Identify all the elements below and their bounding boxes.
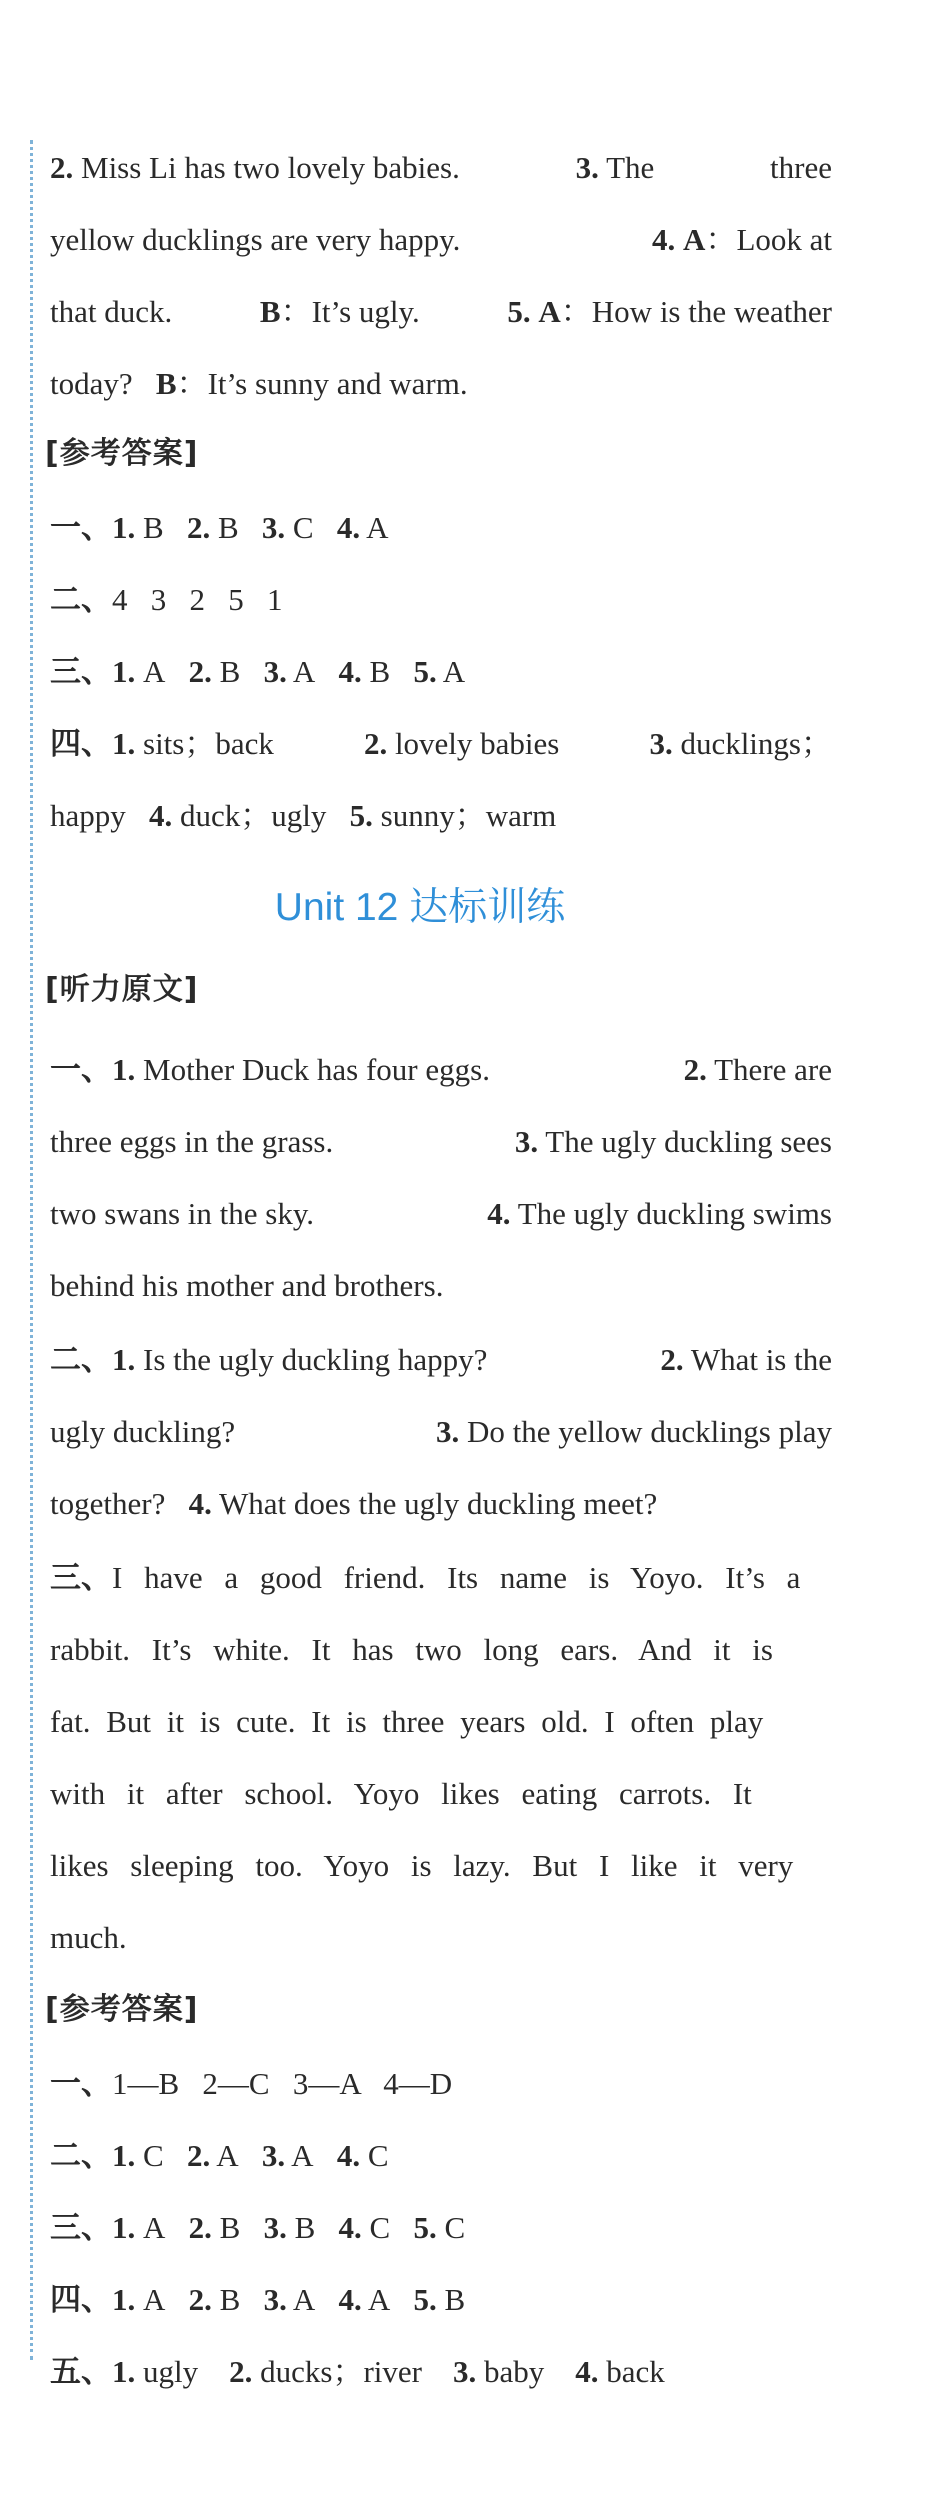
item-number: 5. (507, 294, 531, 329)
speaker: A (538, 294, 561, 329)
listen-p2-line-1 (50, 1340, 832, 1380)
listen-p3-line-4: with it after school. Yoyo likes eating carrots. It (50, 1776, 752, 1811)
answer2-row-1 (50, 2064, 832, 2104)
item-number: 2. (50, 150, 74, 185)
item-number: 1. (112, 726, 136, 761)
item-number: 4. (338, 2210, 362, 2245)
top-line-1 (50, 148, 832, 188)
answer: B (294, 2210, 316, 2245)
sentence: What is the (690, 1342, 832, 1377)
listen-p2-line-2 (50, 1412, 832, 1452)
item-number: 2. (229, 2354, 253, 2389)
answer: 1—B 2—C 3—A 4—D (112, 2066, 453, 2101)
answer-row-1 (50, 508, 832, 548)
item-number: 1. (112, 1052, 136, 1087)
answer: B (143, 510, 164, 545)
item-number: 3. (514, 1124, 539, 1159)
item-number: 4. (336, 2138, 361, 2173)
section-prefix: 一、 (50, 2066, 112, 2102)
answer: B (444, 2282, 466, 2317)
item-number: 3. (452, 2354, 477, 2389)
answer: happy (50, 798, 126, 833)
answer: C (292, 510, 314, 545)
answer: ducks；river (260, 2354, 422, 2389)
answer: ducklings； (680, 726, 832, 761)
answer: lovely babies (394, 726, 560, 761)
answer: A (143, 654, 166, 689)
item-number: 4. (149, 798, 173, 833)
item-number: 5. (413, 2210, 437, 2245)
item-number: 3. (649, 726, 673, 761)
top-line-3 (50, 292, 832, 332)
sentence: that duck. (50, 294, 173, 329)
sentence: It’s ugly. (311, 294, 420, 329)
sentence: together? (50, 1486, 166, 1521)
answer2-row-5 (50, 2352, 832, 2392)
item-number: 2. (186, 510, 211, 545)
item-number: 1. (112, 2210, 136, 2245)
answer: ugly (143, 2354, 199, 2389)
answer: C (367, 2138, 389, 2173)
answer2-row-4 (50, 2280, 832, 2320)
answer: A (442, 654, 466, 689)
section-prefix: 三、 (50, 1560, 112, 1596)
answer-row-5 (50, 796, 832, 836)
answer: 4 3 2 5 1 (112, 582, 283, 617)
section-prefix: 二、 (50, 582, 112, 618)
answer: A (291, 2138, 314, 2173)
item-number: 2. (363, 726, 388, 761)
sentence: How is the weather (591, 294, 832, 329)
sentence: Mother Duck has four eggs. (143, 1052, 490, 1087)
answer: B (219, 2210, 241, 2245)
item-number: 5. (413, 654, 437, 689)
sentence: three eggs in the grass. (50, 1124, 334, 1159)
listen-p1-line-2 (50, 1122, 832, 1162)
answer: duck；ugly (180, 798, 327, 833)
answer-row-3 (50, 652, 832, 692)
colon: ： (560, 294, 592, 330)
item-number: 1. (112, 510, 136, 545)
answer: sits；back (143, 726, 274, 761)
answer: sunny；warm (380, 798, 557, 833)
item-number: 2. (683, 1052, 707, 1087)
section-prefix: 四、 (50, 726, 112, 762)
listen-p1-line-3 (50, 1194, 832, 1234)
colon: ： (176, 366, 208, 402)
answers-header: [参考答案] (45, 436, 199, 471)
answer: C (444, 2210, 466, 2245)
answer: A (143, 2282, 166, 2317)
section-prefix: 二、 (50, 2138, 112, 2174)
item-number: 2. (186, 2138, 211, 2173)
speaker: A (683, 222, 706, 257)
item-number: 1. (112, 2282, 136, 2317)
margin-dotted-line (30, 140, 33, 2360)
answer-row-4 (50, 724, 832, 764)
section-prefix: 一、 (50, 1052, 112, 1088)
speaker: B (259, 294, 281, 329)
answer: baby (483, 2354, 545, 2389)
listen-p1-line-1 (50, 1050, 832, 1090)
passage-text: I have a good friend. Its name is Yoyo. It’s a (112, 1560, 801, 1595)
item-number: 4. (652, 222, 676, 257)
listen-p1-line-4 (50, 1266, 832, 1306)
sentence: three (770, 150, 832, 185)
item-number: 5. (413, 2282, 437, 2317)
top-line-2 (50, 220, 832, 260)
item-number: 3. (263, 654, 287, 689)
item-number: 2. (188, 2210, 212, 2245)
item-number: 4. (338, 654, 362, 689)
sentence: It’s sunny and warm. (207, 366, 468, 401)
sentence: Miss Li has two lovely babies. (81, 150, 460, 185)
sentence: today? (50, 366, 133, 401)
sentence: Is the ugly duckling happy? (143, 1342, 488, 1377)
answer: B (219, 2282, 241, 2317)
sentence: The ugly duckling swims (517, 1196, 832, 1231)
section-prefix: 五、 (50, 2354, 112, 2390)
item-number: 1. (112, 654, 136, 689)
item-number: 4. (338, 2282, 362, 2317)
item-number: 1. (112, 2138, 136, 2173)
sentence: ugly duckling? (50, 1414, 236, 1449)
listen-p3-line-2: rabbit. It’s white. It has two long ears. And it is (50, 1632, 773, 1667)
answer: A (292, 654, 316, 689)
section-prefix: 二、 (50, 1342, 112, 1378)
sentence: two swans in the sky. (50, 1196, 315, 1231)
item-number: 1. (112, 1342, 136, 1377)
answer: A (143, 2210, 166, 2245)
answer: A (367, 2282, 391, 2317)
speaker: B (155, 366, 177, 401)
top-line-4 (50, 364, 832, 404)
item-number: 4. (487, 1196, 511, 1231)
item-number: 3. (575, 150, 599, 185)
colon: ： (705, 222, 737, 258)
item-number: 3. (263, 2210, 287, 2245)
item-number: 3. (261, 510, 286, 545)
item-number: 3. (435, 1414, 460, 1449)
answer: back (606, 2354, 665, 2389)
item-number: 2. (188, 2282, 212, 2317)
sentence: behind his mother and brothers. (50, 1268, 444, 1303)
item-number: 2. (188, 654, 212, 689)
answer: C (369, 2210, 391, 2245)
item-number: 5. (349, 798, 373, 833)
sentence: Do the yellow ducklings play (466, 1414, 832, 1449)
item-number: 3. (263, 2282, 287, 2317)
answer-row-2 (50, 580, 832, 620)
unit-title: Unit 12 达标训练 (274, 886, 566, 929)
listen-p3-line-6: much. (50, 1920, 127, 1955)
listen-p3-line-5: likes sleeping too. Yoyo is lazy. But I like it very (50, 1848, 794, 1883)
item-number: 3. (261, 2138, 286, 2173)
listen-p3-line-3: fat. But it is cute. It is three years old. I often play (50, 1704, 764, 1739)
answer: A (366, 510, 389, 545)
colon: ： (280, 294, 312, 330)
sentence: What does the ugly duckling meet? (219, 1486, 658, 1521)
answer: B (369, 654, 391, 689)
sentence: The ugly duckling sees (545, 1124, 832, 1159)
section-prefix: 一、 (50, 510, 112, 546)
answer: B (217, 510, 239, 545)
answers-header-2: [参考答案] (45, 1992, 199, 2027)
listen-p2-line-3 (50, 1484, 832, 1524)
answer: C (143, 2138, 164, 2173)
item-number: 4. (575, 2354, 599, 2389)
item-number: 4. (336, 510, 361, 545)
answer: A (292, 2282, 316, 2317)
answer: A (216, 2138, 239, 2173)
section-prefix: 四、 (50, 2282, 112, 2318)
sentence: Look at (736, 222, 832, 257)
item-number: 2. (660, 1342, 684, 1377)
item-number: 4. (188, 1486, 212, 1521)
answer: B (219, 654, 241, 689)
sentence: The (606, 150, 655, 185)
item-number: 1. (112, 2354, 136, 2389)
section-prefix: 三、 (50, 654, 112, 690)
sentence: yellow ducklings are very happy. (50, 222, 461, 257)
sentence: There are (714, 1052, 832, 1087)
answer2-row-3 (50, 2208, 832, 2248)
section-prefix: 三、 (50, 2210, 112, 2246)
listening-header: [听力原文] (45, 972, 199, 1007)
answer2-row-2 (50, 2136, 832, 2176)
listen-p3-line-1 (50, 1558, 832, 1598)
